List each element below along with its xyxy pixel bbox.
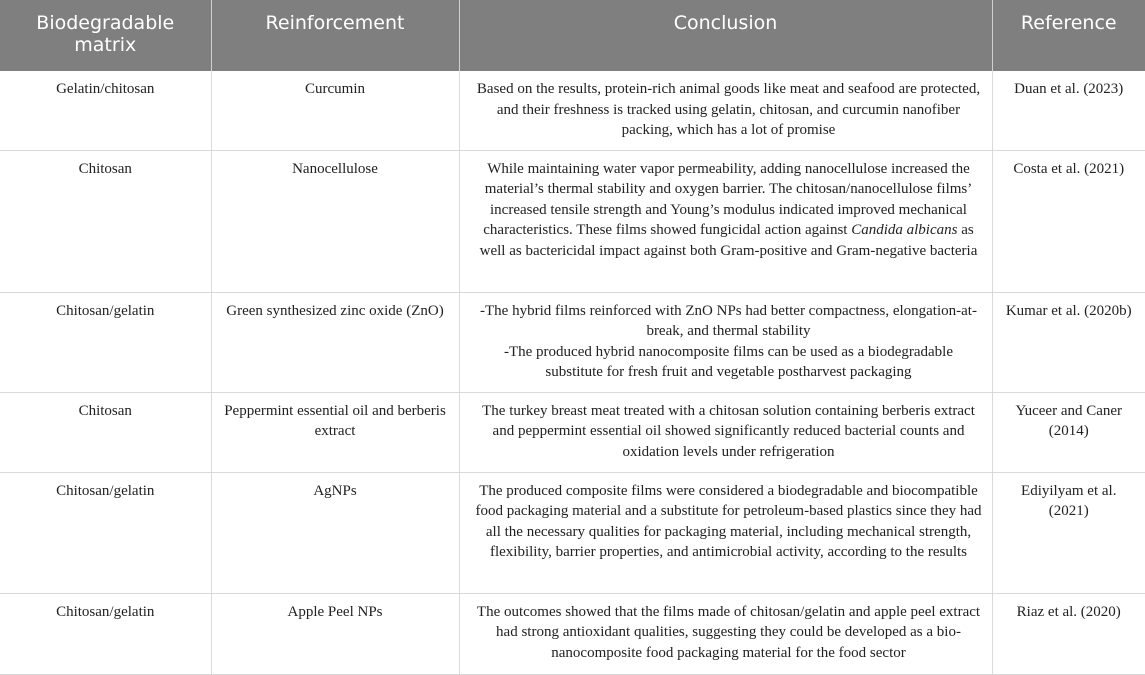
table-header-row <box>0 0 1145 71</box>
cell-reference: Riaz et al. (2020) <box>992 593 1145 674</box>
table-row <box>0 71 1145 150</box>
cell-conclusion <box>459 71 992 150</box>
cell-matrix: Chitosan <box>0 150 211 292</box>
table-row <box>0 593 1145 674</box>
table-row <box>0 292 1145 392</box>
cell-reinforcement: Apple Peel NPs <box>211 593 459 674</box>
cell-reference: Duan et al. (2023) <box>992 71 1145 150</box>
cell-reinforcement: Green synthesized zinc oxide (ZnO) <box>211 292 459 392</box>
cell-matrix: Chitosan <box>0 392 211 472</box>
cell-conclusion <box>459 292 992 392</box>
conclusion-text: The produced composite films were considered a biodegradable and biocompatible food packaging material and a substitute for petroleum-based plastics since they had all the necessary qualities for packaging material, including mechanical strength, flexibility, barrier properties, and antimicrobial activity, according to the results <box>475 482 982 560</box>
header-matrix: Biodegradable matrix <box>0 0 211 71</box>
cell-matrix: Chitosan/gelatin <box>0 472 211 593</box>
header-reinforcement: Reinforcement <box>211 0 459 71</box>
cell-reference: Ediyilyam et al. (2021) <box>992 472 1145 593</box>
cell-conclusion <box>459 472 992 593</box>
cell-matrix: Gelatin/chitosan <box>0 71 211 150</box>
cell-reinforcement: Curcumin <box>211 71 459 150</box>
conclusion-text-start: While maintaining water vapor permeability, adding nanocellulose increased the material’s thermal stability and oxygen barrier. The chitosan/nanocellulose films’ increased tensile strength and Young’s modulus indicated improved mechanical characteristics. These films showed fungicidal action against <box>483 160 973 238</box>
conclusion-text: The turkey breast meat treated with a chitosan solution containing berberis extract and peppermint essential oil showed significantly reduced bacterial counts and oxidation levels under refrigeration <box>482 402 975 460</box>
header-conclusion: Conclusion <box>459 0 992 71</box>
conclusion-text-end: as well as bactericidal impact against both Gram-positive and Gram-negative bacteria <box>479 222 978 259</box>
cell-reference: Kumar et al. (2020b) <box>992 292 1145 392</box>
cell-reinforcement: Peppermint essential oil and berberis extract <box>211 392 459 472</box>
cell-reference: Yuceer and Caner (2014) <box>992 392 1145 472</box>
cell-matrix: Chitosan/gelatin <box>0 593 211 674</box>
conclusion-text: The outcomes showed that the films made of chitosan/gelatin and apple peel extract had strong antioxidant qualities, suggesting they could be developed as a bio-nanocomposite food packaging material for the food sector <box>476 603 981 661</box>
cell-reinforcement: AgNPs <box>211 472 459 593</box>
cell-conclusion <box>459 392 992 472</box>
conclusion-text: Based on the results, protein-rich animal goods like meat and seafood are protected, and their freshness is tracked using gelatin, chitosan, and curcumin nanofiber packing, which has a lot of promise <box>476 81 981 138</box>
cell-conclusion <box>459 150 992 292</box>
conclusion-point: -The hybrid films reinforced with ZnO NPs had better compactness, elongation-at-break, and thermal stability <box>480 302 977 339</box>
table-row <box>0 392 1145 472</box>
header-reference: Reference <box>992 0 1145 71</box>
cell-conclusion <box>459 593 992 674</box>
table-row <box>0 472 1145 593</box>
table-row <box>0 150 1145 292</box>
cell-reinforcement: Nanocellulose <box>211 150 459 292</box>
cell-matrix: Chitosan/gelatin <box>0 292 211 392</box>
cell-reference: Costa et al. (2021) <box>992 150 1145 292</box>
species-name: Candida albicans <box>851 222 958 238</box>
conclusion-point: -The produced hybrid nanocomposite films can be used as a biodegradable substitute for fresh fruit and vegetable postharvest packaging <box>503 343 954 380</box>
